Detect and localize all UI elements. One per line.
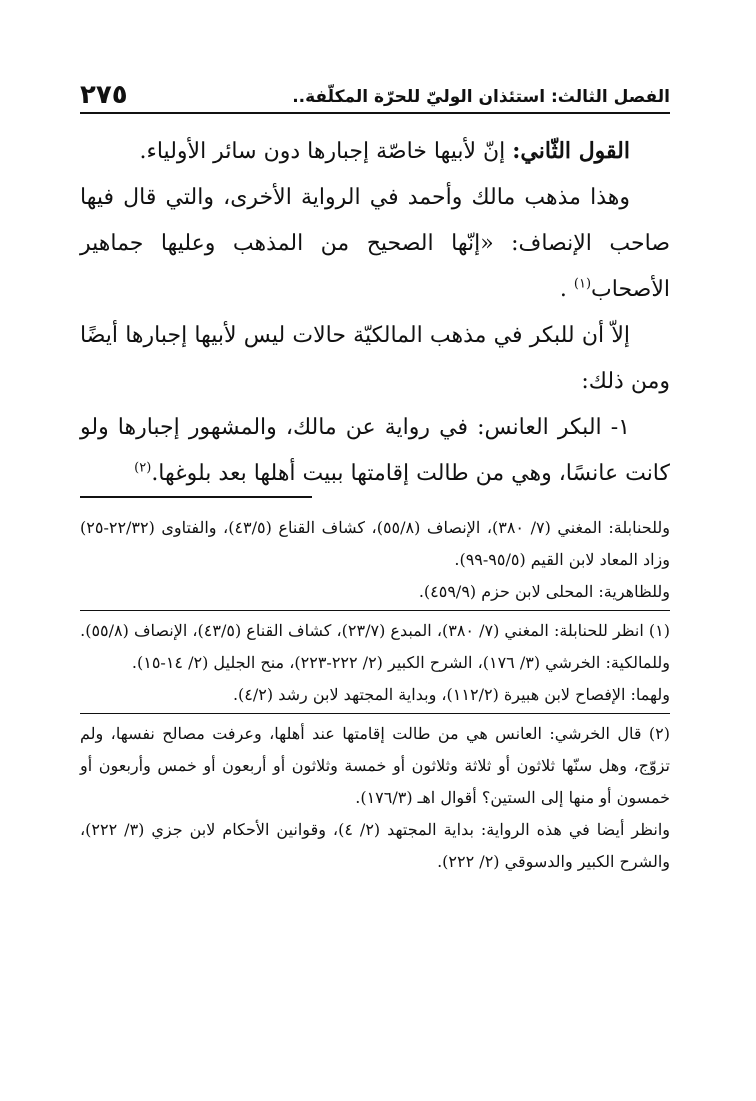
footnote-ref-1: (١) <box>573 276 592 292</box>
page-content <box>80 72 670 1032</box>
footnote-1-hanabila: (١) انظر للحنابلة: المغني (٧/ ٣٨٠)، المبدع (٢٣/٧)، كشاف القناع (٤٣/٥)، الإنصاف (٥٥/٨). <box>80 621 670 640</box>
paragraph-1-lead: القول الثّاني: <box>512 138 630 164</box>
footnote-carry-hanabila: وللحنابلة: المغني (٧/ ٣٨٠)، الإنصاف (٥٥/٨)، كشاف القناع (٤٣/٥)، والفتاوى (٢٢/٣٢-٢٥) وزاد المعاد لابن القيم (٩٥/٥-٩٩). <box>80 518 671 569</box>
page-header <box>80 72 670 114</box>
footnote-2-references: وانظر أيضا في هذه الرواية: بداية المجتهد (٢/ ٤)، وقوانين الأحكام لابن جزي (٣/ ٢٢٢)، والشرح الكبير والدسوقي (٢/ ٢٢٢). <box>80 820 671 871</box>
main-text <box>80 128 670 497</box>
footnote-carry-zahiriyya: وللظاهرية: المحلى لابن حزم (٤٥٩/٩). <box>418 582 670 601</box>
running-head: الفصل الثالث: استئذان الوليّ للحرّة المكلّفة.. <box>292 87 670 107</box>
paragraph-2 <box>80 175 670 313</box>
footnote-separator-2 <box>80 713 670 714</box>
footnote-1-malikiyya: وللمالكية: الخرشي (٣/ ١٧٦)، الشرح الكبير (٢/ ٢٢٢-٢٢٣)، منح الجليل (٢/ ١٤-١٥). <box>131 653 670 672</box>
footnote-ref-2: (٢) <box>134 460 152 476</box>
paragraph-3: إلاّ أن للبكر في مذهب المالكيّة حالات ليس لأبيها إجبارها أيضًا ومن ذلك: <box>80 323 670 394</box>
paragraph-1 <box>80 128 670 175</box>
paragraph-2-text: وهذا مذهب مالك وأحمد في الرواية الأخرى، والتي قال فيها صاحب الإنصاف: «إنّها الصحيح من المذهب وعليها جماهير الأصحاب <box>80 185 670 302</box>
paragraph-4-text: ١- البكر العانس: في رواية عن مالك، والمشهور إجبارها ولو كانت عانسًا، وهي من طالت إقامتها ببيت أهلها بعد بلوغها. <box>80 415 670 486</box>
footnote-1-both: ولهما: الإفصاح لابن هبيرة (١١٢/٢)، وبداية المجتهد لابن رشد (٤/٢). <box>232 685 670 704</box>
paragraph-2-end: . <box>559 277 574 302</box>
footnote-divider <box>80 496 312 498</box>
footnotes <box>80 512 670 878</box>
paragraph-4 <box>80 405 670 497</box>
footnote-separator-1 <box>80 610 670 611</box>
footnote-2-kharashi: (٢) قال الخرشي: العانس هي من طالت إقامتها عند أهلها، وعرفت مصالح نفسها، ولم تزوّج، وهل سنّها ثلاثون أو ثلاثة وثلاثون أو خمسة وثلاثون أو أربعون أو خمس وأربعون أو خمسون أو منها إلى الستين؟ أقوال اهـ (١٧٦/٣). <box>80 724 670 807</box>
page-number: ٢٧٥ <box>80 80 128 110</box>
paragraph-1-text: إنّ لأبيها خاصّة إجبارها دون سائر الأولياء. <box>139 139 513 164</box>
